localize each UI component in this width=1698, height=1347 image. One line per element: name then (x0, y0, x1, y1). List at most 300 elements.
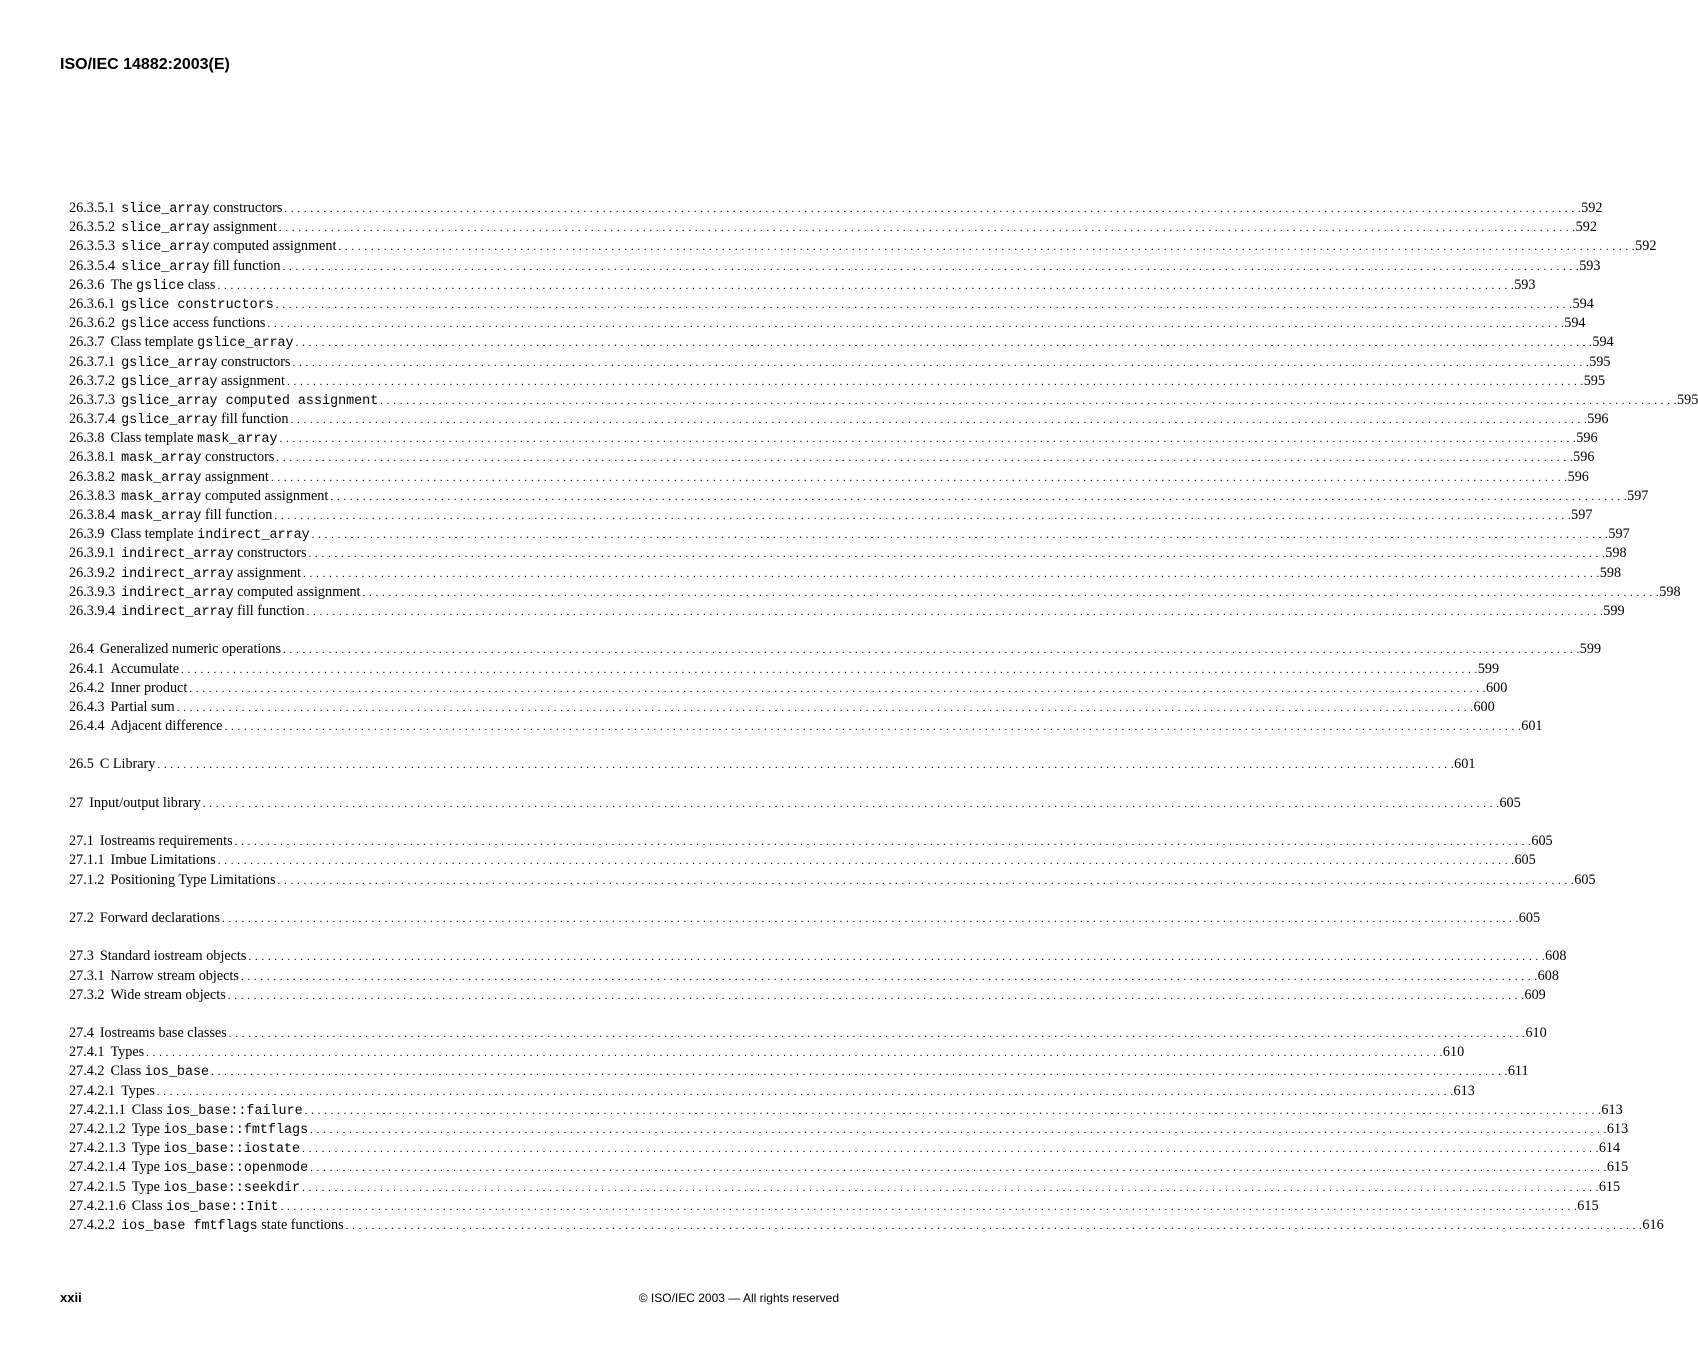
toc-entry-number: 27.4.2.1.3 (69, 1140, 126, 1157)
dot-leader: . . . . . . . . . . . . . . . . . . . . . . . . . . . . . . . . . . . . . . . . . . . . . . . . . . . . . . . . . . . . . . . . . . . . . . . . . . . . . . . . . . . . . . . . . . . . . . . . . . . . . . . . . . . . . . . . . . . . . . . . . . . . . . . . . . . . . . . . . . . . . . . . . . . . . . . . . . . . . . . . . . . . . . . . . . . . . . . . . . . . . . . . . . . . . . . . . . . . . . . . (240, 970, 1538, 983)
toc-entry-page: 596 (1573, 449, 1595, 466)
toc-entry-code-text: gslice_array computed assignment (121, 393, 379, 409)
toc-entry-page: 615 (1598, 1178, 1621, 1195)
toc-entry-page: 592 (1635, 238, 1657, 255)
dot-leader: . . . . . . . . . . . . . . . . . . . . . . . . . . . . . . . . . . . . . . . . . . . . . . . . . . . . . . . . . . . . . . . . . . . . . . . . . . . . . . . . . . . . . . . . . . . . . . . . . . . . . . . . . . . . . . . . . . . . . . . . . . . . . . . . . . . . . . . . . . . . . . . . . . . . . . . . . . . . . . . . . . . . . . . . . . . . . . . . . . . . . . . . . . . . . . . . . . . . . . . . (311, 529, 1609, 542)
toc-entry-title (104, 967, 238, 986)
toc-entry-title (115, 391, 378, 411)
toc-entry-number: 27 (69, 794, 84, 811)
toc-entry[interactable] (69, 1101, 1623, 1120)
toc-entry-text: The (110, 276, 137, 293)
toc-entry-title (115, 448, 274, 468)
toc-entry-title (115, 295, 274, 315)
toc-entry-number: 26.3.7.3 (69, 391, 116, 408)
dot-leader: . . . . . . . . . . . . . . . . . . . . . . . . . . . . . . . . . . . . . . . . . . . . . . . . . . . . . . . . . . . . . . . . . . . . . . . . . . . . . . . . . . . . . . . . . . . . . . . . . . . . . . . . . . . . . . . . . . . . . . . . . . . . . . . . . . . . . . . . . . . . . . . . . . . . . . . . . . . . . . . . . . . . . . . . . . . . . . . . . . . . . . . . . . . . . . . . . . . . . . . . (279, 433, 1577, 446)
dot-leader: . . . . . . . . . . . . . . . . . . . . . . . . . . . . . . . . . . . . . . . . . . . . . . . . . . . . . . . . . . . . . . . . . . . . . . . . . . . . . . . . . . . . . . . . . . . . . . . . . . . . . . . . . . . . . . . . . . . . . . . . . . . . . . . . . . . . . . . . . . . . . . . . . . . . . . . . . . . . . . . . . . . . . . . . . . . . . . . . . . . . . . . . . . . . . . . . . . . . . . . . (308, 548, 1606, 561)
toc-entry-number: 26.3.5.3 (69, 238, 116, 255)
toc-entry-code-text: ios_base::failure (166, 1103, 303, 1119)
toc-entry-page: 592 (1575, 219, 1597, 236)
toc-entry-text: Imbue Limitations (110, 852, 216, 869)
toc-entry-text: fill function (233, 602, 305, 619)
dot-leader: . . . . . . . . . . . . . . . . . . . . . . . . . . . . . . . . . . . . . . . . . . . . . . . . . . . . . . . . . . . . . . . . . . . . . . . . . . . . . . . . . . . . . . . . . . . . . . . . . . . . . . . . . . . . . . . . . . . . . . . . . . . . . . . . . . . . . . . . . . . . . . . . . . . . . . . . . . . . . . . . . . . . . . . . . . . . . . . . . . . . . . . . . . . . . . . . . . . . . . . . (189, 682, 1487, 695)
toc-entry-title (104, 717, 222, 736)
toc-entry-text: Wide stream objects (110, 986, 226, 1003)
toc-entry-title (115, 506, 272, 526)
toc-entry-page: 599 (1579, 641, 1602, 658)
toc-entry[interactable] (69, 1197, 1599, 1216)
toc-entry-page: 598 (1605, 545, 1627, 562)
toc-entry-text: Types (110, 1044, 145, 1061)
toc-entry-title (115, 468, 269, 488)
toc-entry-code-text: indirect_array (121, 547, 234, 563)
dot-leader: . . . . . . . . . . . . . . . . . . . . . . . . . . . . . . . . . . . . . . . . . . . . . . . . . . . . . . . . . . . . . . . . . . . . . . . . . . . . . . . . . . . . . . . . . . . . . . . . . . . . . . . . . . . . . . . . . . . . . . . . . . . . . . . . . . . . . . . . . . . . . . . . . . . . . . . . . . . . . . . . . . . . . . . . . . . . . . . . . . . . . . . . . . . . . . . . . . . . . . . . (362, 586, 1660, 599)
dot-leader: . . . . . . . . . . . . . . . . . . . . . . . . . . . . . . . . . . . . . . . . . . . . . . . . . . . . . . . . . . . . . . . . . . . . . . . . . . . . . . . . . . . . . . . . . . . . . . . . . . . . . . . . . . . . . . . . . . . . . . . . . . . . . . . . . . . . . . . . . . . . . . . . . . . . . . . . . . . . . . . . . . . . . . . . . . . . . . . . . . . . . . . . . . . . . . . . . . . . . . . . (303, 567, 1600, 580)
toc-entry-number: 27.4.2.1 (69, 1082, 116, 1099)
dot-leader: . . . . . . . . . . . . . . . . . . . . . . . . . . . . . . . . . . . . . . . . . . . . . . . . . . . . . . . . . . . . . . . . . . . . . . . . . . . . . . . . . . . . . . . . . . . . . . . . . . . . . . . . . . . . . . . . . . . . . . . . . . . . . . . . . . . . . . . . . . . . . . . . . . . . . . . . . . . . . . . . . . . . . . . . . . . . . . . . . . . . . . . . . . . . . . . . . . . . . . . . (286, 375, 1584, 388)
toc-entry-text: assignment (217, 372, 285, 389)
toc-entry-text: C Library (99, 756, 156, 773)
toc-entry-title (115, 237, 336, 257)
toc-entry-text: Iostreams requirements (99, 833, 233, 850)
toc-entry-title (94, 1024, 227, 1043)
toc-entry-number: 26.4.3 (69, 698, 105, 715)
document-id-header: ISO/IEC 14882:2003(E) (60, 56, 230, 73)
toc-entry-text: constructors (209, 200, 283, 216)
toc-entry-page: 613 (1453, 1082, 1475, 1099)
dot-leader: . . . . . . . . . . . . . . . . . . . . . . . . . . . . . . . . . . . . . . . . . . . . . . . . . . . . . . . . . . . . . . . . . . . . . . . . . . . . . . . . . . . . . . . . . . . . . . . . . . . . . . . . . . . . . . . . . . . . . . . . . . . . . . . . . . . . . . . . . . . . . . . . . . . . . . . . . . . . . . . . . . . . . . . . . . . . . . . . . . . . . . . . . . . . . . . . . . . . . . . . (278, 222, 1576, 235)
toc-entry[interactable] (69, 947, 1567, 966)
toc-entry-title (115, 410, 288, 430)
toc-entry-page: 594 (1572, 295, 1594, 312)
toc-entry[interactable] (69, 967, 1559, 986)
toc-entry[interactable] (69, 487, 1649, 506)
toc-entry-page: 613 (1606, 1121, 1629, 1137)
toc-entry-number: 26.3.7 (69, 334, 105, 351)
toc-entry-number: 26.3.5.2 (69, 219, 116, 236)
toc-entry[interactable] (69, 1139, 1621, 1158)
toc-entry-text: Generalized numeric operations (99, 641, 282, 658)
toc-entry-code-text: gslice_array (121, 374, 218, 390)
toc-entry-number: 26.3.6 (69, 276, 105, 293)
toc-entry[interactable] (69, 391, 1698, 410)
toc-entry-page: 608 (1537, 967, 1559, 984)
toc-entry-number: 26.3.7.4 (69, 411, 116, 428)
toc-entry-text: Types (121, 1082, 155, 1099)
toc-entry-number: 27.4.2.2 (69, 1216, 116, 1233)
toc-entry[interactable] (69, 199, 1603, 218)
toc-entry-page: 610 (1525, 1025, 1547, 1042)
dot-leader: . . . . . . . . . . . . . . . . . . . . . . . . . . . . . . . . . . . . . . . . . . . . . . . . . . . . . . . . . . . . . . . . . . . . . . . . . . . . . . . . . . . . . . . . . . . . . . . . . . . . . . . . . . . . . . . . . . . . . . . . . . . . . . . . . . . . . . . . . . . . . . . . . . . . . . . . . . . . . . . . . . . . . . . . . . . . . . . . . . . . . . . . . . . . . . . . . . . . . . . . (282, 260, 1580, 273)
toc-entry-code-text: indirect_array (121, 585, 234, 601)
toc-entry-title (126, 1101, 303, 1121)
toc-entry[interactable] (69, 1082, 1475, 1101)
toc-entry-text: computed assignment (201, 487, 329, 504)
toc-entry[interactable] (69, 506, 1593, 525)
toc-entry-title (115, 602, 304, 622)
dot-leader: . . . . . . . . . . . . . . . . . . . . . . . . . . . . . . . . . . . . . . . . . . . . . . . . . . . . . . . . . . . . . . . . . . . . . . . . . . . . . . . . . . . . . . . . . . . . . . . . . . . . . . . . . . . . . . . . . . . . . . . . . . . . . . . . . . . . . . . . . . . . . . . . . . . . . . . . . . . . . . . . . . . . . . . . . . . . . . . . . . . . . . . . . . . . . . . . . . . . . . . . (157, 759, 1455, 772)
dot-leader: . . . . . . . . . . . . . . . . . . . . . . . . . . . . . . . . . . . . . . . . . . . . . . . . . . . . . . . . . . . . . . . . . . . . . . . . . . . . . . . . . . . . . . . . . . . . . . . . . . . . . . . . . . . . . . . . . . . . . . . . . . . . . . . . . . . . . . . . . . . . . . . . . . . . . . . . . . . . . . . . . . . . . . . . . . . . . . . . . . . . . . . . . . . . . . . . . . . . . . . . (146, 1047, 1443, 1060)
dot-leader: . . . . . . . . . . . . . . . . . . . . . . . . . . . . . . . . . . . . . . . . . . . . . . . . . . . . . . . . . . . . . . . . . . . . . . . . . . . . . . . . . . . . . . . . . . . . . . . . . . . . . . . . . . . . . . . . . . . . . . . . . . . . . . . . . . . . . . . . . . . . . . . . . . . . . . . . . . . . . . . . . . . . . . . . . . . . . . . . . . . . . . . . . . . . . . . . . . . . . . . . (267, 318, 1565, 331)
toc-entry[interactable] (69, 410, 1609, 429)
toc-entry-title (126, 1120, 308, 1140)
toc-entry-page: 600 (1486, 679, 1508, 696)
toc-entry-page: 596 (1576, 430, 1598, 447)
toc-entry-text: Adjacent difference (110, 718, 223, 735)
toc-entry-number: 27.1 (69, 833, 94, 850)
toc-entry-page: 615 (1606, 1159, 1629, 1176)
toc-entry-code-text: ios_base::Init (166, 1199, 279, 1215)
dot-leader: . . . . . . . . . . . . . . . . . . . . . . . . . . . . . . . . . . . . . . . . . . . . . . . . . . . . . . . . . . . . . . . . . . . . . . . . . . . . . . . . . . . . . . . . . . . . . . . . . . . . . . . . . . . . . . . . . . . . . . . . . . . . . . . . . . . . . . . . . . . . . . . . . . . . . . . . . . . . . . . . . . . . . . . . . . . . . . . . . . . . . . . . . . . . . . . . . . . . . . . . (283, 644, 1580, 657)
toc-entry-page: 596 (1587, 411, 1609, 428)
toc-entry-number: 26.3.5.4 (69, 257, 116, 274)
dot-leader: . . . . . . . . . . . . . . . . . . . . . . . . . . . . . . . . . . . . . . . . . . . . . . . . . . . . . . . . . . . . . . . . . . . . . . . . . . . . . . . . . . . . . . . . . . . . . . . . . . . . . . . . . . . . . . . . . . . . . . . . . . . . . . . . . . . . . . . . . . . . . . . . . . . . . . . . . . . . . . . . . . . . . . . . . . . . . . . . . . . . . . . . . . . . . . . . . . . . . . . . (211, 1066, 1508, 1079)
toc-entry-title (115, 1216, 344, 1236)
toc-entry-text: Narrow stream objects (110, 967, 239, 984)
toc-entry-code-text: ios_base::seekdir (163, 1180, 301, 1196)
dot-leader: . . . . . . . . . . . . . . . . . . . . . . . . . . . . . . . . . . . . . . . . . . . . . . . . . . . . . . . . . . . . . . . . . . . . . . . . . . . . . . . . . . . . . . . . . . . . . . . . . . . . . . . . . . . . . . . . . . . . . . . . . . . . . . . . . . . . . . . . . . . . . . . . . . . . . . . . . . . . . . . . . . . . . . . . . . . . . . . . . . . . . . . . . . . . . . . . . . . . . . . . (280, 1200, 1578, 1213)
toc-entry[interactable] (69, 1062, 1529, 1081)
toc-entry-text: state functions (257, 1216, 344, 1233)
dot-leader: . . . . . . . . . . . . . . . . . . . . . . . . . . . . . . . . . . . . . . . . . . . . . . . . . . . . . . . . . . . . . . . . . . . . . . . . . . . . . . . . . . . . . . . . . . . . . . . . . . . . . . . . . . . . . . . . . . . . . . . . . . . . . . . . . . . . . . . . . . . . . . . . . . . . . . . . . . . . . . . . . . . . . . . . . . . . . . . . . . . . . . . . . . . . . . . . . . . . . . . . (234, 836, 1532, 849)
toc-entry[interactable] (69, 909, 1541, 928)
toc-entry[interactable] (69, 468, 1589, 487)
toc-entry-code-text: gslice_array (121, 413, 218, 429)
dot-leader: . . . . . . . . . . . . . . . . . . . . . . . . . . . . . . . . . . . . . . . . . . . . . . . . . . . . . . . . . . . . . . . . . . . . . . . . . . . . . . . . . . . . . . . . . . . . . . . . . . . . . . . . . . . . . . . . . . . . . . . . . . . . . . . . . . . . . . . . . . . . . . . . . . . . . . . . . . . . . . . . . . . . . . . . . . . . . . . . . . . . . . . . . . . . . . . . . . . . . . . . (292, 356, 1590, 369)
toc-entry-text: assignment (209, 219, 277, 236)
toc-entry-page: 605 (1499, 794, 1521, 811)
toc-entry[interactable] (69, 314, 1586, 333)
dot-leader: . . . . . . . . . . . . . . . . . . . . . . . . . . . . . . . . . . . . . . . . . . . . . . . . . . . . . . . . . . . . . . . . . . . . . . . . . . . . . . . . . . . . . . . . . . . . . . . . . . . . . . . . . . . . . . . . . . . . . . . . . . . . . . . . . . . . . . . . . . . . . . . . . . . . . . . . . . . . . . . . . . . . . . . . . . . . . . . . . . . . . . . . . . . . . . . . . . . . . . . . (222, 912, 1519, 925)
toc-entry-title (94, 755, 156, 774)
toc-entry-number: 27.3.2 (69, 986, 105, 1003)
toc-entry-number: 27.4.1 (69, 1044, 105, 1061)
toc-entry-page: 605 (1514, 852, 1536, 869)
toc-entry-code-text: gslice (121, 317, 170, 333)
dot-leader: . . . . . . . . . . . . . . . . . . . . . . . . . . . . . . . . . . . . . . . . . . . . . . . . . . . . . . . . . . . . . . . . . . . . . . . . . . . . . . . . . . . . . . . . . . . . . . . . . . . . . . . . . . . . . . . . . . . . . . . . . . . . . . . . . . . . . . . . . . . . . . . . . . . . . . . . . . . . . . . . . . . . . . . . . . . . . . . . . . . . . . . . . . . . . . . . . . . . . . . . (302, 1181, 1599, 1194)
toc-entry-number: 27.3.1 (69, 967, 105, 984)
toc-entry-text: Class template (110, 526, 198, 543)
toc-entry[interactable] (69, 237, 1657, 256)
toc-entry-number: 27.4.2.1.6 (69, 1197, 126, 1214)
toc-entry-title (104, 1043, 144, 1062)
toc-entry-code-text: gslice_array (197, 336, 294, 352)
toc-entry-title (104, 986, 225, 1005)
toc-entry-title (115, 372, 285, 392)
toc-entry-title (115, 218, 277, 238)
toc-entry-title (94, 909, 220, 928)
dot-leader: . . . . . . . . . . . . . . . . . . . . . . . . . . . . . . . . . . . . . . . . . . . . . . . . . . . . . . . . . . . . . . . . . . . . . . . . . . . . . . . . . . . . . . . . . . . . . . . . . . . . . . . . . . . . . . . . . . . . . . . . . . . . . . . . . . . . . . . . . . . . . . . . . . . . . . . . . . . . . . . . . . . . . . . . . . . . . . . . . . . . . . . . . . . . . . . . . . . . . . . . (290, 414, 1588, 427)
toc-entry[interactable] (69, 1024, 1547, 1043)
toc-entry[interactable] (69, 1178, 1621, 1197)
toc-entry-text: assignment (233, 564, 301, 581)
dot-leader: . . . . . . . . . . . . . . . . . . . . . . . . . . . . . . . . . . . . . . . . . . . . . . . . . . . . . . . . . . . . . . . . . . . . . . . . . . . . . . . . . . . . . . . . . . . . . . . . . . . . . . . . . . . . . . . . . . . . . . . . . . . . . . . . . . . . . . . . . . . . . . . . . . . . . . . . . . . . . . . . . . . . . . . . . . . . . . . . . . . . . . . . . . . . . . . . . . . . . . . . (310, 1124, 1607, 1136)
toc-entry-text: constructors (201, 449, 275, 466)
toc-entry-text: constructors (233, 545, 307, 562)
dot-leader: . . . . . . . . . . . . . . . . . . . . . . . . . . . . . . . . . . . . . . . . . . . . . . . . . . . . . . . . . . . . . . . . . . . . . . . . . . . . . . . . . . . . . . . . . . . . . . . . . . . . . . . . . . . . . . . . . . . . . . . . . . . . . . . . . . . . . . . . . . . . . . . . . . . . . . . . . . . . . . . . . . . . . . . . . . . . . . . . . . . . . . . . . . . . . . . . . . . . . . . . (302, 1143, 1599, 1156)
toc-entry-text: class (184, 276, 216, 293)
dot-leader: . . . . . . . . . . . . . . . . . . . . . . . . . . . . . . . . . . . . . . . . . . . . . . . . . . . . . . . . . . . . . . . . . . . . . . . . . . . . . . . . . . . . . . . . . . . . . . . . . . . . . . . . . . . . . . . . . . . . . . . . . . . . . . . . . . . . . . . . . . . . . . . . . . . . . . . . . . . . . . . . . . . . . . . . . . . . . . . . . . . . . . . . . . . . . . . . . . . . . . . . (277, 874, 1575, 887)
toc-entry-code-text: ios_base::fmtflags (163, 1123, 309, 1138)
toc-entry-title (126, 1197, 279, 1217)
toc-entry-number: 27.1.1 (69, 852, 105, 869)
toc-entry-code-text: slice_array (121, 240, 210, 256)
dot-leader: . . . . . . . . . . . . . . . . . . . . . . . . . . . . . . . . . . . . . . . . . . . . . . . . . . . . . . . . . . . . . . . . . . . . . . . . . . . . . . . . . . . . . . . . . . . . . . . . . . . . . . . . . . . . . . . . . . . . . . . . . . . . . . . . . . . . . . . . . . . . . . . . . . . . . . . . . . . . . . . . . . . . . . . . . . . . . . . . . . . . . . . . . . . . . . . . . . . . . . . . (295, 337, 1593, 350)
toc-entry-code-text: slice_array (121, 202, 210, 217)
toc-entry-code-text: indirect_array (121, 604, 234, 620)
toc-entry-title (115, 544, 306, 564)
toc-entry-code-text: gslice_array (121, 355, 218, 371)
toc-entry-page: 599 (1603, 602, 1625, 619)
toc-entry-title (115, 353, 290, 373)
toc-entry-number: 27.4.2.1.1 (69, 1101, 126, 1118)
dot-leader: . . . . . . . . . . . . . . . . . . . . . . . . . . . . . . . . . . . . . . . . . . . . . . . . . . . . . . . . . . . . . . . . . . . . . . . . . . . . . . . . . . . . . . . . . . . . . . . . . . . . . . . . . . . . . . . . . . . . . . . . . . . . . . . . . . . . . . . . . . . . . . . . . . . . . . . . . . . . . . . . . . . . . . . . . . . . . . . . . . . . . . . . . . . . . . . . . . . . . . . . (176, 701, 1474, 714)
toc-entry-text: Type (131, 1140, 164, 1157)
dot-leader: . . . . . . . . . . . . . . . . . . . . . . . . . . . . . . . . . . . . . . . . . . . . . . . . . . . . . . . . . . . . . . . . . . . . . . . . . . . . . . . . . . . . . . . . . . . . . . . . . . . . . . . . . . . . . . . . . . . . . . . . . . . . . . . . . . . . . . . . . . . . . . . . . . . . . . . . . . . . . . . . . . . . . . . . . . . . . . . . . . . . . . . . . . . . . . . . . . . . . . . . (228, 1028, 1526, 1041)
toc-entry-code-text: ios_base fmtflags (121, 1218, 258, 1234)
toc-entry-page: 594 (1564, 315, 1586, 332)
toc-entry-text: Input/output library (89, 794, 201, 811)
toc-entry-page: 610 (1442, 1044, 1465, 1061)
toc-entry[interactable] (69, 372, 1605, 391)
toc-entry-text: fill function (209, 257, 281, 274)
toc-entry-title (94, 947, 247, 966)
toc-entry[interactable] (69, 851, 1536, 870)
toc-entry-code-text: indirect_array (197, 528, 310, 544)
toc-entry-text: fill function (217, 411, 289, 428)
toc-entry-text: Standard iostream objects (99, 948, 247, 965)
toc-entry[interactable] (69, 755, 1476, 774)
dot-leader: . . . . . . . . . . . . . . . . . . . . . . . . . . . . . . . . . . . . . . . . . . . . . . . . . . . . . . . . . . . . . . . . . . . . . . . . . . . . . . . . . . . . . . . . . . . . . . . . . . . . . . . . . . . . . . . . . . . . . . . . . . . . . . . . . . . . . . . . . . . . . . . . . . . . . . . . . . . . . . . . . . . . . . . . . . . . . . . . . . . . . . . . . . . . . . . . . . . . . . . . (224, 721, 1522, 734)
toc-entry[interactable] (69, 276, 1536, 295)
toc-entry[interactable] (69, 295, 1594, 314)
toc-entry-number: 26.3.6.2 (69, 315, 116, 332)
toc-entry-text: Iostreams base classes (99, 1025, 227, 1042)
toc-entry-page: 593 (1579, 257, 1601, 274)
toc-entry-number: 26.3.9.2 (69, 564, 116, 581)
toc-entry[interactable] (69, 448, 1595, 467)
toc-entry-page: 609 (1524, 986, 1546, 1003)
toc-entry-text: computed assignment (233, 583, 361, 600)
toc-entry[interactable] (69, 698, 1495, 717)
toc-entry[interactable] (69, 564, 1622, 583)
toc-entry-title (115, 583, 360, 603)
toc-entry[interactable] (69, 1043, 1465, 1062)
page-number: xxii (60, 1290, 82, 1305)
toc-entry-title (115, 564, 301, 584)
toc-entry-page: 605 (1531, 833, 1553, 850)
toc-entry[interactable] (69, 257, 1601, 276)
toc-entry-code-text: mask_array (121, 489, 202, 505)
toc-entry[interactable] (69, 794, 1521, 813)
toc-entry-number: 27.4.2 (69, 1063, 105, 1080)
toc-entry-title (104, 871, 275, 890)
toc-entry-code-text: slice_array (121, 221, 210, 237)
toc-entry-page: 598 (1599, 564, 1622, 581)
toc-entry-page: 600 (1473, 698, 1495, 715)
toc-entry-page: 613 (1601, 1101, 1623, 1118)
dot-leader: . . . . . . . . . . . . . . . . . . . . . . . . . . . . . . . . . . . . . . . . . . . . . . . . . . . . . . . . . . . . . . . . . . . . . . . . . . . . . . . . . . . . . . . . . . . . . . . . . . . . . . . . . . . . . . . . . . . . . . . . . . . . . . . . . . . . . . . . . . . . . . . . . . . . . . . . . . . . . . . . . . . . . . . . . . . . . . . . . . . . . . . . . . . . . . . . . . . . . . . . (227, 989, 1525, 1002)
toc-entry-title (94, 832, 233, 851)
toc-entry-page: 616 (1642, 1216, 1664, 1233)
toc-entry[interactable] (69, 660, 1500, 679)
toc-entry-number: 27.3 (69, 948, 94, 965)
toc-entry-title (104, 333, 293, 353)
toc-entry-page: 608 (1545, 948, 1567, 965)
toc-entry-number: 26.3.9.3 (69, 583, 116, 600)
toc-entry-title (104, 429, 277, 449)
toc-entry-number: 26.3.8.3 (69, 487, 116, 504)
toc-entry[interactable] (69, 679, 1508, 698)
copyright-notice: © ISO/IEC 2003 — All rights reserved (638, 1291, 839, 1305)
toc-entry-code-text: ios_base::openmode (163, 1161, 309, 1177)
toc-entry-title (104, 679, 187, 698)
dot-leader: . . . . . . . . . . . . . . . . . . . . . . . . . . . . . . . . . . . . . . . . . . . . . . . . . . . . . . . . . . . . . . . . . . . . . . . . . . . . . . . . . . . . . . . . . . . . . . . . . . . . . . . . . . . . . . . . . . . . . . . . . . . . . . . . . . . . . . . . . . . . . . . . . . . . . . . . . . . . . . . . . . . . . . . . . . . . . . . . . . . . . . . . . . . . . . . . . . . . . . . . (274, 510, 1572, 522)
toc-entry-text: Class (110, 1063, 145, 1080)
toc-entry-number: 27.2 (69, 909, 94, 926)
toc-entry-page: 597 (1571, 507, 1593, 523)
toc-entry[interactable] (69, 832, 1553, 851)
toc-entry-text: constructors (217, 353, 291, 370)
toc-entry-page: 614 (1598, 1140, 1621, 1157)
toc-entry-title (115, 487, 328, 507)
toc-entry-page: 601 (1521, 718, 1543, 735)
toc-entry-page: 605 (1518, 909, 1541, 926)
toc-entry-title (104, 698, 174, 717)
dot-leader: . . . . . . . . . . . . . . . . . . . . . . . . . . . . . . . . . . . . . . . . . . . . . . . . . . . . . . . . . . . . . . . . . . . . . . . . . . . . . . . . . . . . . . . . . . . . . . . . . . . . . . . . . . . . . . . . . . . . . . . . . . . . . . . . . . . . . . . . . . . . . . . . . . . . . . . . . . . . . . . . . . . . . . . . . . . . . . . . . . . . . . . . . . . . . . . . . . . . . . . . (345, 1219, 1643, 1232)
toc-entry-number: 26.4.1 (69, 660, 105, 677)
toc-entry-code-text: ios_base (144, 1065, 210, 1081)
toc-entry-text: Accumulate (110, 660, 180, 677)
dot-leader: . . . . . . . . . . . . . . . . . . . . . . . . . . . . . . . . . . . . . . . . . . . . . . . . . . . . . . . . . . . . . . . . . . . . . . . . . . . . . . . . . . . . . . . . . . . . . . . . . . . . . . . . . . . . . . . . . . . . . . . . . . . . . . . . . . . . . . . . . . . . . . . . . . . . . . . . . . . . . . . . . . . . . . . . . . . . . . . . . . . . . . . . . . . . . . . . . . . . . . . . (338, 241, 1636, 254)
toc-entry-page: 615 (1577, 1197, 1599, 1214)
toc-entry[interactable] (69, 429, 1598, 448)
toc-entry-number: 26.3.8.1 (69, 449, 116, 466)
toc-entry-page: 593 (1514, 276, 1536, 293)
toc-entry-title (126, 1178, 300, 1198)
toc-entry-text: access functions (169, 315, 266, 332)
toc-entry-code-text: gslice constructors (121, 297, 274, 313)
toc-entry-title (104, 851, 215, 870)
toc-entry-number: 26.3.9.4 (69, 602, 116, 619)
toc-entry-text: Positioning Type Limitations (110, 871, 276, 888)
toc-entry-title (126, 1139, 300, 1159)
toc-entry-text: Class (131, 1197, 167, 1214)
toc-entry[interactable] (69, 871, 1596, 890)
toc-entry-text: Class (131, 1101, 167, 1118)
toc-entry-number: 26.3.7.1 (69, 353, 116, 370)
toc-entry[interactable] (69, 583, 1681, 602)
toc-entry[interactable] (69, 1216, 1664, 1235)
toc-entry-title (104, 525, 309, 545)
toc-entry[interactable] (69, 525, 1630, 544)
toc-entry[interactable] (69, 333, 1614, 352)
toc-entry-title (115, 1082, 155, 1101)
dot-leader: . . . . . . . . . . . . . . . . . . . . . . . . . . . . . . . . . . . . . . . . . . . . . . . . . . . . . . . . . . . . . . . . . . . . . . . . . . . . . . . . . . . . . . . . . . . . . . . . . . . . . . . . . . . . . . . . . . . . . . . . . . . . . . . . . . . . . . . . . . . . . . . . . . . . . . . . . . . . . . . . . . . . . . . . . . . . . . . . . . . . . . . . . . . . . . . . . . . . . . . . (248, 951, 1546, 964)
toc-entry-code-text: indirect_array (121, 566, 234, 582)
toc-entry-text: Forward declarations (99, 909, 220, 926)
toc-entry[interactable] (69, 986, 1546, 1005)
toc-entry-number: 27.1.2 (69, 871, 105, 888)
dot-leader: . . . . . . . . . . . . . . . . . . . . . . . . . . . . . . . . . . . . . . . . . . . . . . . . . . . . . . . . . . . . . . . . . . . . . . . . . . . . . . . . . . . . . . . . . . . . . . . . . . . . . . . . . . . . . . . . . . . . . . . . . . . . . . . . . . . . . . . . . . . . . . . . . . . . . . . . . . . . . . . . . . . . . . . . . . . . . . . . . . . . . . . . . . . . . . . . . . . . . . . . (304, 1104, 1602, 1117)
toc-entry-title (115, 257, 280, 277)
toc-entry-text: Type (131, 1159, 164, 1176)
toc-entry-number: 27.4.2.1.5 (69, 1178, 126, 1195)
toc-entry[interactable] (69, 640, 1602, 659)
toc-entry-number: 26.3.9.1 (69, 545, 116, 562)
toc-entry[interactable] (69, 218, 1597, 237)
toc-entry[interactable] (69, 717, 1543, 736)
toc-entry-number: 27.4 (69, 1025, 94, 1042)
toc-entry-code-text: ios_base::iostate (163, 1142, 301, 1158)
toc-entry-page: 598 (1659, 583, 1681, 600)
toc-entry-page: 599 (1477, 660, 1500, 677)
toc-entry[interactable] (69, 544, 1627, 563)
toc-entry-title (115, 314, 265, 334)
toc-entry-text: Type (131, 1178, 164, 1195)
toc-entry-title (104, 1062, 209, 1082)
toc-entry-code-text: mask_array (121, 470, 202, 486)
dot-leader: . . . . . . . . . . . . . . . . . . . . . . . . . . . . . . . . . . . . . . . . . . . . . . . . . . . . . . . . . . . . . . . . . . . . . . . . . . . . . . . . . . . . . . . . . . . . . . . . . . . . . . . . . . . . . . . . . . . . . . . . . . . . . . . . . . . . . . . . . . . . . . . . . . . . . . . . . . . . . . . . . . . . . . . . . . . . . . . . . . . . . . . . . . . . . . . . . . . . . . . . (217, 855, 1515, 868)
toc-entry-page: 597 (1608, 526, 1630, 543)
toc-entry-code-text: mask_array (121, 509, 202, 524)
toc-entry-page: 596 (1567, 468, 1589, 485)
toc-entry[interactable] (69, 602, 1625, 621)
toc-entry-page: 594 (1592, 334, 1614, 351)
table-of-contents (69, 199, 1698, 1235)
dot-leader: . . . . . . . . . . . . . . . . . . . . . . . . . . . . . . . . . . . . . . . . . . . . . . . . . . . . . . . . . . . . . . . . . . . . . . . . . . . . . . . . . . . . . . . . . . . . . . . . . . . . . . . . . . . . . . . . . . . . . . . . . . . . . . . . . . . . . . . . . . . . . . . . . . . . . . . . . . . . . . . . . . . . . . . . . . . . . . . . . . . . . . . . . . . . . . . . . . . . . . . . (156, 1085, 1454, 1098)
toc-entry-number: 26.4.4 (69, 718, 105, 735)
toc-entry-number: 26.4.2 (69, 679, 105, 696)
toc-entry-number: 26.3.7.2 (69, 372, 116, 389)
toc-entry-page: 592 (1581, 200, 1603, 216)
toc-entry[interactable] (69, 1158, 1629, 1177)
toc-entry-number: 26.3.5.1 (69, 200, 116, 216)
toc-entry[interactable] (69, 353, 1611, 372)
toc-entry-text: Type (131, 1121, 164, 1137)
toc-entry-page: 595 (1589, 353, 1611, 370)
toc-entry-page: 595 (1583, 372, 1605, 389)
toc-entry-number: 26.3.8.2 (69, 468, 116, 485)
toc-entry-title (104, 276, 215, 296)
dot-leader: . . . . . . . . . . . . . . . . . . . . . . . . . . . . . . . . . . . . . . . . . . . . . . . . . . . . . . . . . . . . . . . . . . . . . . . . . . . . . . . . . . . . . . . . . . . . . . . . . . . . . . . . . . . . . . . . . . . . . . . . . . . . . . . . . . . . . . . . . . . . . . . . . . . . . . . . . . . . . . . . . . . . . . . . . . . . . . . . . . . . . . . . . . . . . . . . . . . . . . . . (380, 394, 1678, 407)
toc-entry-page: 605 (1574, 871, 1596, 888)
toc-entry-text: computed assignment (209, 238, 337, 255)
dot-leader: . . . . . . . . . . . . . . . . . . . . . . . . . . . . . . . . . . . . . . . . . . . . . . . . . . . . . . . . . . . . . . . . . . . . . . . . . . . . . . . . . . . . . . . . . . . . . . . . . . . . . . . . . . . . . . . . . . . . . . . . . . . . . . . . . . . . . . . . . . . . . . . . . . . . . . . . . . . . . . . . . . . . . . . . . . . . . . . . . . . . . . . . . . . . . . . . . . . . . . . . (276, 452, 1574, 465)
toc-entry-number: 26.4 (69, 641, 94, 658)
toc-entry-page: 597 (1627, 487, 1649, 504)
dot-leader: . . . . . . . . . . . . . . . . . . . . . . . . . . . . . . . . . . . . . . . . . . . . . . . . . . . . . . . . . . . . . . . . . . . . . . . . . . . . . . . . . . . . . . . . . . . . . . . . . . . . . . . . . . . . . . . . . . . . . . . . . . . . . . . . . . . . . . . . . . . . . . . . . . . . . . . . . . . . . . . . . . . . . . . . . . . . . . . . . . . . . . . . . . . . . . . . . . . . . . . . (181, 663, 1478, 676)
toc-entry-number: 27.4.2.1.2 (69, 1121, 126, 1137)
toc-entry-number: 27.4.2.1.4 (69, 1159, 126, 1176)
toc-entry-title (126, 1158, 308, 1178)
dot-leader: . . . . . . . . . . . . . . . . . . . . . . . . . . . . . . . . . . . . . . . . . . . . . . . . . . . . . . . . . . . . . . . . . . . . . . . . . . . . . . . . . . . . . . . . . . . . . . . . . . . . . . . . . . . . . . . . . . . . . . . . . . . . . . . . . . . . . . . . . . . . . . . . . . . . . . . . . . . . . . . . . . . . . . . . . . . . . . . . . . . . . . . . . . . . . . . . . . . . . . . . (310, 1162, 1607, 1175)
toc-entry-text: fill function (201, 507, 273, 523)
toc-entry-title (104, 660, 179, 679)
toc-entry-code-text: mask_array (121, 451, 202, 467)
toc-entry-title (94, 640, 281, 659)
dot-leader: . . . . . . . . . . . . . . . . . . . . . . . . . . . . . . . . . . . . . . . . . . . . . . . . . . . . . . . . . . . . . . . . . . . . . . . . . . . . . . . . . . . . . . . . . . . . . . . . . . . . . . . . . . . . . . . . . . . . . . . . . . . . . . . . . . . . . . . . . . . . . . . . . . . . . . . . . . . . . . . . . . . . . . . . . . . . . . . . . . . . . . . . . . . . . . . . . . . . . . . . (284, 203, 1582, 215)
toc-entry-code-text: mask_array (197, 432, 278, 448)
toc-entry-number: 26.3.6.1 (69, 295, 116, 312)
toc-entry-title (83, 794, 201, 813)
toc-entry-number: 26.3.8.4 (69, 507, 116, 523)
toc-entry-code-text: slice_array (121, 259, 210, 275)
toc-entry-number: 26.3.8 (69, 430, 105, 447)
dot-leader: . . . . . . . . . . . . . . . . . . . . . . . . . . . . . . . . . . . . . . . . . . . . . . . . . . . . . . . . . . . . . . . . . . . . . . . . . . . . . . . . . . . . . . . . . . . . . . . . . . . . . . . . . . . . . . . . . . . . . . . . . . . . . . . . . . . . . . . . . . . . . . . . . . . . . . . . . . . . . . . . . . . . . . . . . . . . . . . . . . . . . . . . . . . . . . . . . . . . . . . . (306, 605, 1604, 618)
dot-leader: . . . . . . . . . . . . . . . . . . . . . . . . . . . . . . . . . . . . . . . . . . . . . . . . . . . . . . . . . . . . . . . . . . . . . . . . . . . . . . . . . . . . . . . . . . . . . . . . . . . . . . . . . . . . . . . . . . . . . . . . . . . . . . . . . . . . . . . . . . . . . . . . . . . . . . . . . . . . . . . . . . . . . . . . . . . . . . . . . . . . . . . . . . . . . . . . . . . . . . . . (202, 797, 1500, 810)
toc-entry-text: Partial sum (110, 698, 175, 715)
toc-entry[interactable] (69, 1120, 1629, 1139)
